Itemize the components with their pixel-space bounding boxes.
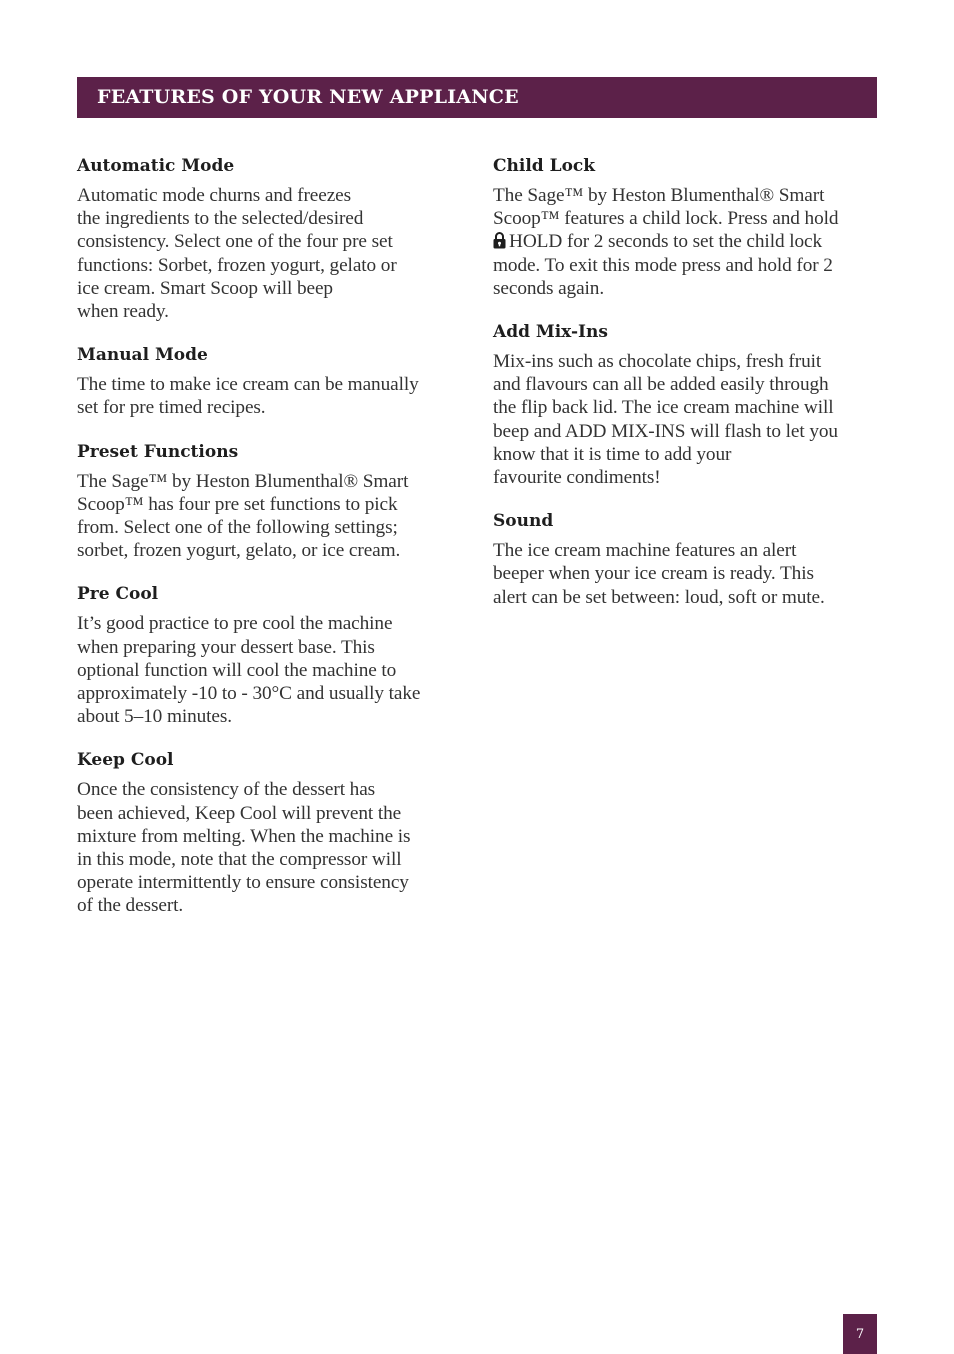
section-sound xyxy=(493,510,877,609)
section-body: Mix-ins such as chocolate chips, fresh fruit and flavours can all be added easily through the flip back lid. The ice cream machine will beep and ADD MIX-INS will flash to let you know that it is time to add your favourite condiments! xyxy=(493,351,838,489)
section-preset-functions xyxy=(77,441,467,563)
section-header-bar xyxy=(77,77,877,118)
child-lock-text-part-2: HOLD for 2 seconds to set the child lock mode. To exit this mode press and hold for 2 seconds again. xyxy=(493,231,833,299)
section-child-lock xyxy=(493,155,877,300)
padlock-icon xyxy=(493,232,506,249)
section-add-mix-ins xyxy=(493,321,877,489)
section-manual-mode xyxy=(77,344,467,419)
section-body: The ice cream machine features an alert beeper when your ice cream is ready. This alert can be set between: loud, soft or mute. xyxy=(493,540,825,608)
page-number-badge xyxy=(843,1314,877,1354)
child-lock-text-part-1: The Sage™ by Heston Blumenthal® Smart Scoop™ features a child lock. Press and hold xyxy=(493,185,839,230)
section-heading: Automatic Mode xyxy=(77,156,235,176)
section-heading: Manual Mode xyxy=(77,345,208,366)
section-heading: Keep Cool xyxy=(77,750,174,771)
section-keep-cool xyxy=(77,749,467,917)
section-body: The time to make ice cream can be manually set for pre timed recipes. xyxy=(77,374,419,419)
section-body: The Sage™ by Heston Blumenthal® Smart Scoop™ has four pre set functions to pick from. Select one of the following settings; sorbet, frozen yogurt, gelato, or ice cream. xyxy=(77,470,409,562)
section-pre-cool xyxy=(77,583,467,728)
section-body xyxy=(493,184,877,300)
right-column xyxy=(493,155,877,630)
section-body: Once the consistency of the dessert has been achieved, Keep Cool will prevent the mixture from melting. When the machine is in this mode, note that the compressor will operate intermittently to ensure consistency of the dessert. xyxy=(77,779,411,917)
page-number: 7 xyxy=(855,1326,865,1342)
section-body: It’s good practice to pre cool the machine when preparing your dessert base. This optional function will cool the machine to approximately -10 to - 30°C and usually take about 5–10 minutes. xyxy=(77,613,421,728)
section-heading: Preset Functions xyxy=(77,441,239,462)
page-title: FEATURES OF YOUR NEW APPLIANCE xyxy=(97,86,519,108)
section-heading: Pre Cool xyxy=(77,584,159,605)
left-column xyxy=(77,155,467,939)
section-heading: Sound xyxy=(493,511,554,532)
section-body: Automatic mode churns and freezes the ingredients to the selected/desired consistency. Select one of the four pre set functions: Sorbet, frozen yogurt, gelato or ice cream. Smart Scoop will beep when ready. xyxy=(77,185,397,323)
section-heading: Add Mix-Ins xyxy=(493,322,608,343)
section-heading: Child Lock xyxy=(493,156,596,176)
section-automatic-mode xyxy=(77,155,467,323)
